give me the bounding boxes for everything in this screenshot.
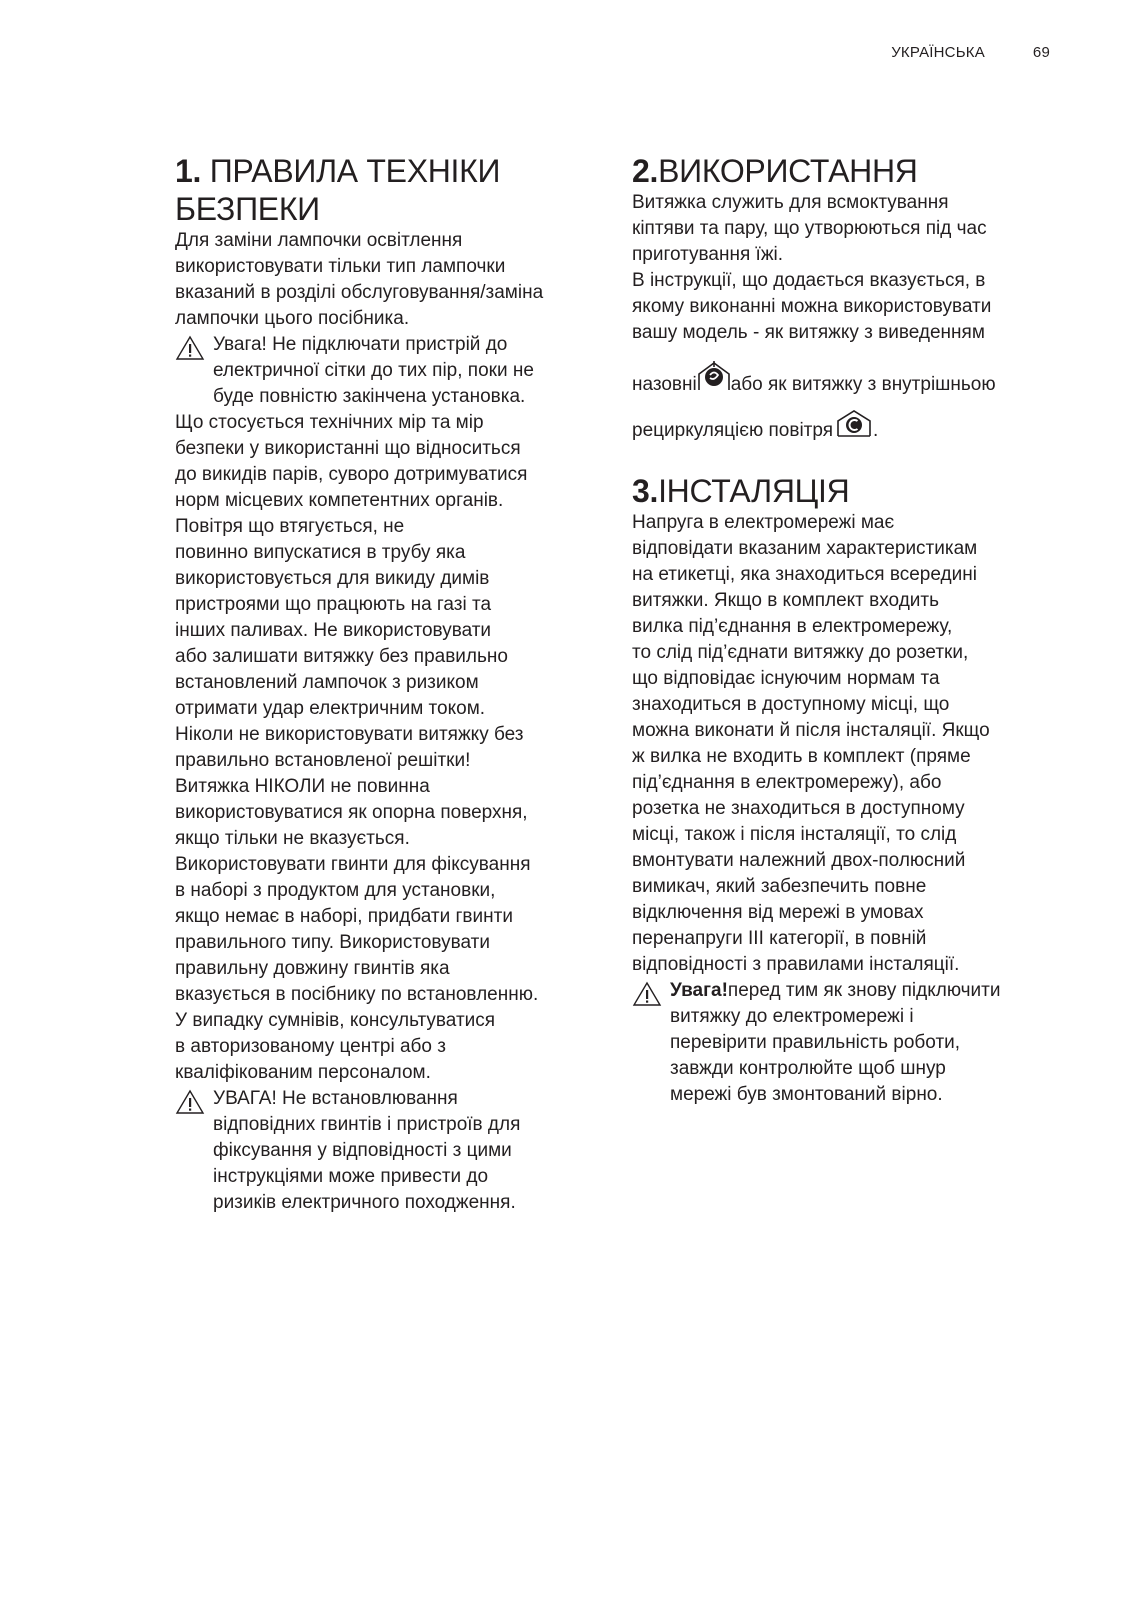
- warning-bold-label: Увага!: [670, 980, 728, 1001]
- text-line: місці, також і після інсталяції, то слід: [632, 824, 957, 845]
- text-line: В інструкції, що додається вказується, в: [632, 270, 986, 291]
- section3-body: [632, 510, 1062, 978]
- text-line: відключення від мережі в умовах: [632, 902, 924, 923]
- text-line: вимикач, який забезпечить повне: [632, 876, 927, 897]
- text-line: встановлений лампочок з ризиком: [175, 672, 479, 693]
- text-line: правильного типу. Використовувати: [175, 932, 490, 953]
- text-fragment: .: [873, 420, 879, 441]
- text-line: мережі був змонтований вірно.: [670, 1084, 943, 1105]
- text-line: електричної сітки до тих пір, поки не: [213, 360, 534, 381]
- text-line: фіксування у відповідності з цими: [213, 1140, 512, 1161]
- text-line: У випадку сумнівів, консультуватися: [175, 1010, 496, 1031]
- text-line-with-icon: [632, 360, 1062, 400]
- warning-block-1: [175, 332, 600, 410]
- text-line: вмонтувати належний двох-полюсний: [632, 850, 966, 871]
- text-line: [670, 978, 1062, 1004]
- text-line: до викидів парів, суворо дотримуватися: [175, 464, 528, 485]
- text-line: розетка не знаходиться в доступному: [632, 798, 965, 819]
- text-line: якщо тільки не вказується.: [175, 828, 410, 849]
- text-line: перевірити правильність роботи,: [670, 1032, 961, 1053]
- text-line: то слід під’єднати витяжку до розетки,: [632, 642, 969, 663]
- text-line: буде повністю закінчена установка.: [213, 386, 526, 407]
- text-line: повинно випускатися в трубу яка: [175, 542, 466, 563]
- section1-title-line1: ПРАВИЛА ТЕХНІКИ: [209, 153, 501, 189]
- text-fragment: перед тим як знову підключити: [727, 980, 1001, 1001]
- section3-number: 3.: [632, 473, 659, 509]
- text-line: вилка під’єднання в електромережу,: [632, 616, 953, 637]
- column-right: [632, 152, 1062, 1108]
- text-line: правильну довжину гвинтів яка: [175, 958, 450, 979]
- text-line: безпеки у використанні що відноситься: [175, 438, 521, 459]
- section2-title: [632, 152, 1062, 190]
- text-line: Витяжка НІКОЛИ не повинна: [175, 776, 430, 797]
- text-line: правильно встановленої решітки!: [175, 750, 471, 771]
- text-line: ж вилка не входить в комплект (пряме: [632, 746, 971, 767]
- text-line: вказаний в розділі обслуговування/заміна: [175, 282, 544, 303]
- warning-triangle-icon: [175, 1089, 205, 1115]
- text-line: що відповідає існуючим нормам та: [632, 668, 940, 689]
- text-line: завжди контролюйте щоб шнур: [670, 1058, 946, 1079]
- text-line: під’єднання в електромережу), або: [632, 772, 942, 793]
- section2-body: [632, 190, 1062, 446]
- text-line: витяжки. Якщо в комплект входить: [632, 590, 939, 611]
- text-line: в авторизованому центрі або з: [175, 1036, 446, 1057]
- text-line: пристроями що працюють на газі та: [175, 594, 492, 615]
- text-line: вказується в посібнику по встановленню.: [175, 984, 539, 1005]
- text-line: перенапруги III категорії, в повній: [632, 928, 927, 949]
- recirculation-icon: [835, 408, 873, 438]
- warning-triangle-icon: [175, 335, 205, 361]
- section2-title-text: ВИКОРИСТАННЯ: [658, 153, 918, 189]
- text-line: кіптяви та пару, що утворюються під час: [632, 218, 987, 239]
- text-line: кваліфікованим персоналом.: [175, 1062, 431, 1083]
- text-fragment: або як витяжку з внутрішньою: [730, 374, 996, 395]
- text-line: Увага! Не підключати пристрій до: [213, 334, 508, 355]
- text-fragment: назовні: [632, 374, 697, 395]
- section1-paragraph-b: [175, 410, 600, 1086]
- text-line: Ніколи не використовувати витяжку без: [175, 724, 524, 745]
- header-language: УКРАЇНСЬКА: [891, 44, 985, 61]
- section1-number: 1.: [175, 153, 202, 189]
- text-line: знаходиться в доступному місці, що: [632, 694, 950, 715]
- text-line: інструкціями може привести до: [213, 1166, 489, 1187]
- warning-block-2: [175, 1086, 600, 1216]
- text-line: ризиків електричного походження.: [213, 1192, 516, 1213]
- text-line: Використовувати гвинти для фіксування: [175, 854, 531, 875]
- page-header: [891, 44, 1050, 61]
- text-line: витяжку до електромережі і: [670, 1006, 914, 1027]
- text-line: Повітря що втягується, не: [175, 516, 405, 537]
- column-left: [175, 152, 600, 1216]
- text-line: Напруга в електромережі має: [632, 512, 895, 533]
- text-line: УВАГА! Не встановлювання: [213, 1088, 458, 1109]
- section2-number: 2.: [632, 153, 659, 189]
- text-line: відповідності з правилами інсталяції.: [632, 954, 960, 975]
- text-line: інших паливах. Не використовувати: [175, 620, 492, 641]
- text-line: отримати удар електричним током.: [175, 698, 486, 719]
- text-line: якщо немає в наборі, придбати гвинти: [175, 906, 513, 927]
- text-line: відповідних гвинтів і пристроїв для: [213, 1114, 521, 1135]
- text-line: Для заміни лампочки освітлення: [175, 230, 463, 251]
- section1-title-line2: БЕЗПЕКИ: [175, 191, 320, 227]
- text-line: приготування їжі.: [632, 244, 784, 265]
- warning-block-3: [632, 978, 1062, 1108]
- text-line: на етикетці, яка знаходиться всередині: [632, 564, 977, 585]
- section1-title: [175, 152, 600, 228]
- ducted-extraction-icon: [697, 360, 731, 392]
- text-line: норм місцевих компетентних органів.: [175, 490, 504, 511]
- text-line: Витяжка служить для всмоктування: [632, 192, 949, 213]
- text-line: відповідати вказаним характеристикам: [632, 538, 978, 559]
- text-line: або залишати витяжку без правильно: [175, 646, 508, 667]
- warning-triangle-icon: [632, 981, 662, 1007]
- section3-title-text: ІНСТАЛЯЦІЯ: [658, 473, 850, 509]
- text-line: використовуватися як опорна поверхня,: [175, 802, 528, 823]
- text-line: в наборі з продуктом для установки,: [175, 880, 496, 901]
- text-fragment: рециркуляцією повітря: [632, 420, 834, 441]
- text-line: Що стосується технічних мір та мір: [175, 412, 484, 433]
- text-line: можна виконати й після інсталяції. Якщо: [632, 720, 990, 741]
- section3-title: [632, 472, 1062, 510]
- text-line: якому виконанні можна використовувати: [632, 296, 992, 317]
- text-line: лампочки цього посібника.: [175, 308, 410, 329]
- text-line-with-icon: [632, 408, 1062, 446]
- text-line: використовувати тільки тип лампочки: [175, 256, 506, 277]
- text-line: використовується для викиду димів: [175, 568, 490, 589]
- page-number: 69: [1032, 44, 1050, 61]
- section1-paragraph-a: [175, 228, 600, 332]
- text-line: вашу модель - як витяжку з виведенням: [632, 322, 985, 343]
